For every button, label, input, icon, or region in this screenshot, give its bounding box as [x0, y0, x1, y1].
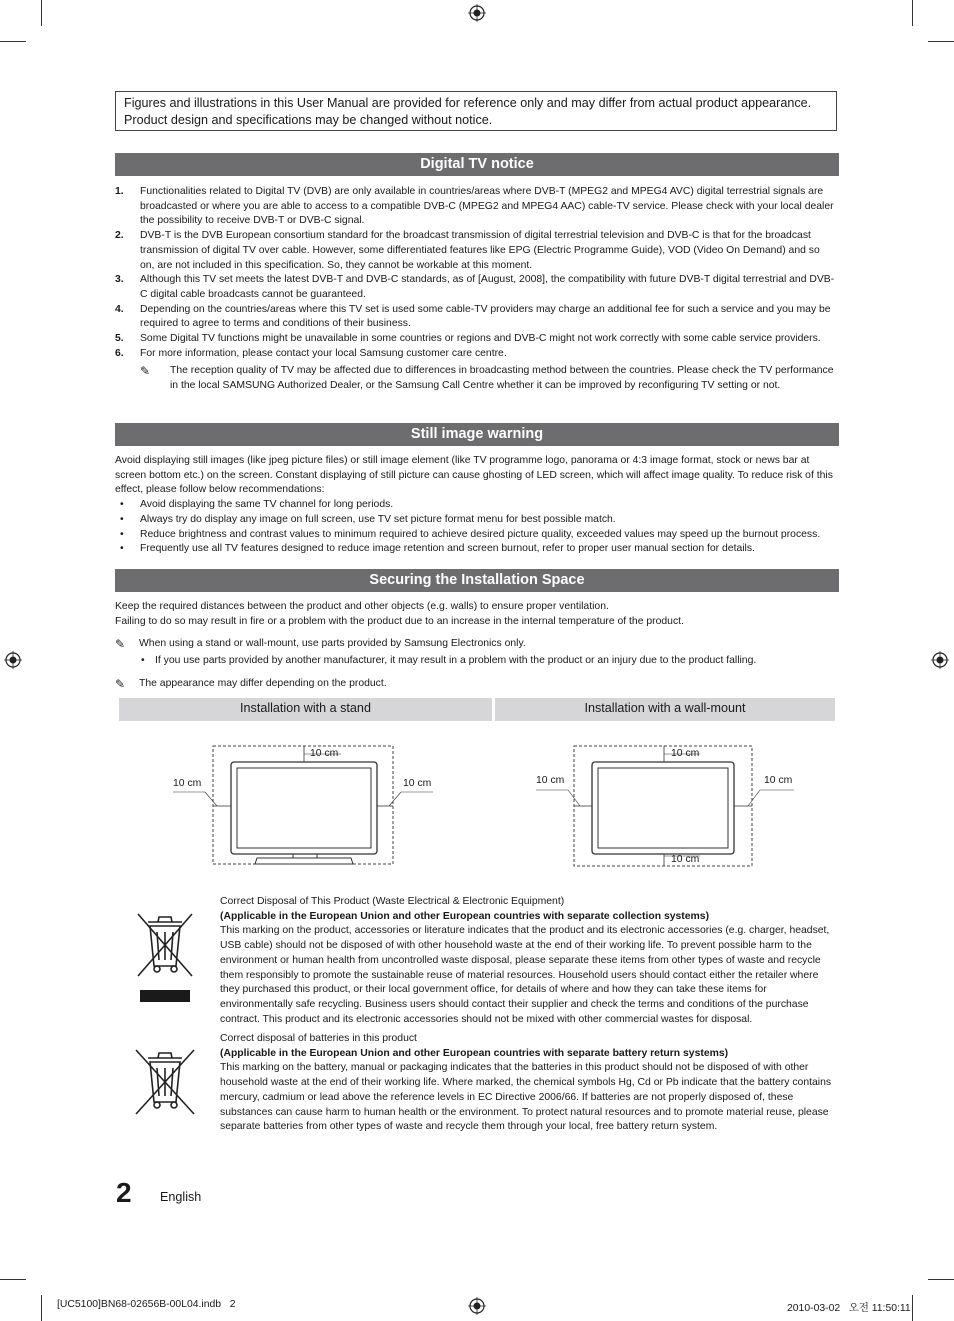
weee-subtitle: (Applicable in the European Union and other European countries with separate collection systems)	[220, 910, 710, 922]
pen-note-icon: ✎	[115, 676, 126, 691]
page-language: English	[160, 1190, 202, 1204]
weee-title: Correct Disposal of This Product (Waste Electrical & Electronic Equipment)	[220, 896, 565, 907]
item-text: Although this TV set meets the latest DVB-T and DVB-C standards, as of [August, 2008], the compatibility with future DVB-T digital terrestrial and DVB-C digital cable broadcasts cannot be guaranteed.	[140, 274, 835, 300]
print-date: 2010-03-02 오전 11:50:11	[787, 1303, 911, 1314]
installation-note	[115, 637, 837, 652]
installation-sub-bullet	[115, 654, 837, 669]
distance-label-top: 10 cm	[671, 748, 700, 759]
crop-mark	[928, 1279, 954, 1280]
note-text: When using a stand or wall-mount, use parts provided by Samsung Electronics only.	[139, 638, 526, 650]
still-image-intro: Avoid displaying still images (like jpeg picture files) or still image element (like TV programme logo, panorama or 4:3 image format, stock or news bar at screen bottom etc.) on the screen. Constant displaying of still picture can cause ghosting of LED screen, which will affect image quality. To reduce risk of this effect, please follow below recommendations:	[115, 455, 833, 496]
registration-mark-icon	[468, 1297, 486, 1315]
pen-note-icon: ✎	[140, 364, 151, 379]
item-number: 4.	[115, 303, 124, 315]
installation-paragraph: Keep the required distances between the product and other objects (e.g. walls) to ensure proper ventilation.	[115, 601, 609, 612]
item-text: Depending on the countries/areas where this TV set is used some cable-TV providers may charge an additional fee for such a service and you may be required to agree to terms and conditions of their business.	[140, 303, 831, 330]
battery-text: This marking on the battery, manual or packaging indicates that the batteries in this product should not be disposed of with other household waste at the end of their working life. Where marked, the chemical symbols Hg, Cd or Pb indicate that the battery contains mercury, cadmium or lead above the reference levels in EC Directive 2006/66. If batteries are not properly disposed of, these substances can cause harm to human health or the environment. To protect natural resources and to promote material reuse, please separate batteries from other types of waste and recycle them through your local, free battery return system.	[220, 1062, 832, 1133]
distance-label-bottom: 10 cm	[671, 854, 700, 865]
digital-tv-list	[115, 185, 837, 394]
item-text: Some Digital TV functions might be unavailable in some countries or regions and DVB-C might not work correctly with some cable service providers.	[140, 333, 821, 345]
battery-subtitle: (Applicable in the European Union and other European countries with separate battery return systems)	[220, 1047, 729, 1059]
list-item	[115, 185, 837, 229]
print-file-name: [UC5100]BN68-02656B-00L04.indb 2	[57, 1299, 236, 1310]
list-item	[115, 347, 837, 394]
registration-mark-icon	[468, 4, 486, 22]
installation-paragraph: Failing to do so may result in fire or a problem with the product due to an increase in the internal temperature of the product.	[115, 615, 684, 627]
list-item	[115, 332, 837, 347]
item-text: DVB-T is the DVB European consortium standard for the broadcast transmission of digital terrestrial television and DVB-C is that for the broadcast transmission of digital TV over cable. However, some differentiated features like EPG (Electric Programme Guide), VOD (Video On Demand) and so on, are not included in this specification. So, they cannot be workable at this moment.	[140, 230, 820, 271]
crop-mark	[912, 0, 913, 26]
installation-note	[115, 677, 837, 692]
section-title-digital-tv: Digital TV notice	[115, 153, 839, 176]
crop-mark	[928, 41, 954, 42]
sub-bullet-text: If you use parts provided by another manufacturer, it may result in a problem with the product or an injury due to the product falling.	[155, 655, 757, 667]
item-text: Functionalities related to Digital TV (DVB) are only available in countries/areas where DVB-T (MPEG2 and MPEG4 AVC) digital terrestrial signals are broadcasted or where you are able to access to a compatible DVB-C (MPEG2 and MPEG4 AAC) cable-TV service. Please check with your local dealer the possibility to receive DVB-T or DVB-C signal.	[140, 186, 834, 227]
note-text: The reception quality of TV may be affected due to differences in broadcasting method between the countries. Please check the TV performance in the local SAMSUNG Authorized Dealer, or the Samsung Call Centre whether it can be improved by reconfiguring TV setting or not.	[170, 365, 834, 392]
crop-mark	[0, 41, 26, 42]
list-item: • Reduce brightness and contrast values to minimum required to achieve desired picture quality, exceeded values may speed up the burnout process.	[115, 528, 837, 543]
distance-label-left: 10 cm	[173, 778, 202, 789]
crop-mark	[41, 1295, 42, 1321]
crop-mark	[912, 1295, 913, 1321]
pen-note-icon: ✎	[115, 637, 126, 652]
crossed-bin-icon	[130, 906, 200, 1004]
list-item: • Avoid displaying the same TV channel for long periods.	[115, 498, 837, 513]
still-image-bullets	[115, 498, 837, 557]
weee-disposal-block	[220, 895, 836, 1027]
distance-label-left: 10 cm	[536, 775, 565, 786]
list-item	[115, 303, 837, 332]
registration-mark-icon	[931, 651, 949, 669]
item-number: 2.	[115, 230, 124, 242]
registration-mark-icon	[4, 651, 22, 669]
list-item: • Frequently use all TV features designed to reduce image retention and screen burnout, refer to proper user manual section for details.	[115, 542, 837, 557]
section-title-still-image: Still image warning	[115, 423, 839, 446]
notice-box	[115, 91, 837, 131]
item-number: 3.	[115, 274, 124, 286]
digital-tv-note	[140, 364, 837, 393]
item-number: 6.	[115, 347, 124, 359]
crop-mark	[41, 0, 42, 26]
notice-line: Product design and specifications may be changed without notice.	[124, 113, 493, 127]
still-image-body	[115, 454, 837, 557]
page-number: 2	[116, 1177, 132, 1208]
distance-label-right: 10 cm	[403, 778, 432, 789]
list-item: • Always try do display any image on full screen, use TV set picture format menu for best possible match.	[115, 513, 837, 528]
distance-label-right: 10 cm	[764, 775, 793, 786]
column-header-stand: Installation with a stand	[119, 698, 492, 721]
bullet-icon: •	[141, 655, 145, 667]
distance-label-top: 10 cm	[310, 748, 339, 759]
notice-line: Figures and illustrations in this User Manual are provided for reference only and may differ from actual product appearance.	[124, 96, 812, 110]
section-title-installation: Securing the Installation Space	[115, 569, 839, 592]
weee-text: This marking on the product, accessories or literature indicates that the product and its electronic accessories (e.g. charger, headset, USB cable) should not be disposed of with other household waste at the end of their working life. To prevent possible harm to the environment or human health from uncontrolled waste disposal, please separate these items from other types of waste and recycle them responsibly to promote the sustainable reuse of material resources. Household users should contact either the retailer where they purchased this product, or their local government office, for details of where and how they can take these items for environmentally safe recycling. Business users should contact their supplier and check the terms and conditions of the purchase contract. This product and its electronic accessories should not be mixed with other commercial wastes for disposal.	[220, 925, 830, 1025]
battery-title: Correct disposal of batteries in this product	[220, 1033, 417, 1044]
item-number: 5.	[115, 333, 124, 345]
installation-body	[115, 600, 837, 692]
battery-disposal-block	[220, 1032, 836, 1135]
list-item	[115, 229, 837, 273]
list-item	[115, 273, 837, 302]
column-header-wall-mount: Installation with a wall-mount	[495, 698, 835, 721]
item-text: For more information, please contact your local Samsung customer care centre.	[140, 347, 507, 359]
crop-mark	[0, 1279, 26, 1280]
crossed-battery-bin-icon	[130, 1046, 200, 1120]
item-number: 1.	[115, 186, 124, 197]
note-text: The appearance may differ depending on the product.	[139, 677, 387, 689]
